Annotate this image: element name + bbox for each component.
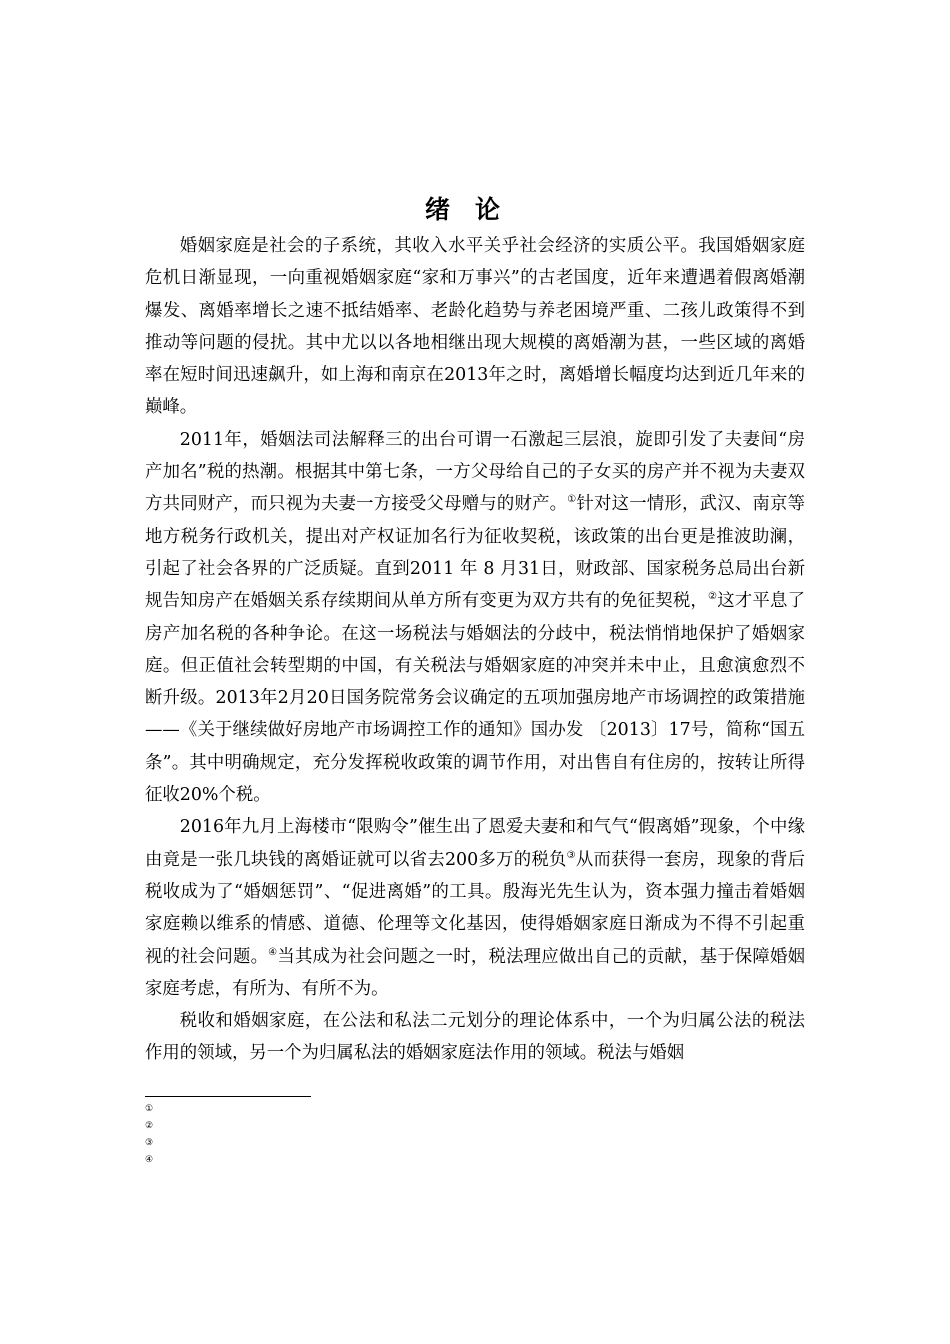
paragraph-4-text: 税收和婚姻家庭，在公法和私法二元划分的理论体系中，一个为归属公法的税法作用的领域，另一个为归属私法的婚姻家庭法作用的领域。税法与婚姻 xyxy=(145,1011,805,1064)
footnote-3: ③ xyxy=(145,1138,154,1148)
page-title: 绪论 xyxy=(424,195,525,224)
paragraph-3-text-b: 从而获得一套房，现象的背后税收成为了“婚姻惩罚”、“促进离婚”的工具。殷海光先生认为，资本强力撞击着婚姻家庭赖以维系的情感、道德、伦理等文化基因，使得婚姻家庭日渐成为不得不引起重视的社会问题。 xyxy=(145,849,805,967)
footnote-separator xyxy=(145,1096,311,1097)
paragraph-1 xyxy=(145,230,805,424)
paragraph-1-text: 婚姻家庭是社会的子系统，其收入水平关乎社会经济的实质公平。我国婚姻家庭危机日渐显现，一向重视婚姻家庭“家和万事兴”的古老国度，近年来遭遇着假离婚潮爆发、离婚率增长之速不抵结婚率、老龄化趋势与养老困境严重、二孩儿政策得不到推动等问题的侵扰。其中尤以以各地相继出现大规模的离婚潮为甚，一些区域的离婚率在短时间迅速飙升，如上海和南京在2013年之时，离婚增长幅度均达到近几年来的巅峰。 xyxy=(145,236,805,418)
footnote-4: ④ xyxy=(145,1155,154,1165)
footnote-ref-3[interactable]: ③ xyxy=(566,849,576,861)
paragraph-2 xyxy=(145,424,805,812)
paragraph-2-text-b: 针对这一情形，武汉、南京等地方税务行政机关，提出对产权证加名行为征收契税，该政策的出台更是推波助澜，引起了社会各界的广泛质疑。直到2011 年 8 月31日，财政部、国家税务总局出台新规告知房产在婚姻关系存续期间从单方所有变更为双方共有的免征契税， xyxy=(145,494,805,612)
footnote-ref-4[interactable]: ④ xyxy=(268,946,278,958)
paragraph-2-text-a: 2011年，婚姻法司法解释三的出台可谓一石激起三层浪，旋即引发了夫妻间“房产加名”税的热潮。根据其中第七条，一方父母给自己的子女买的房产并不视为夫妻双方共同财产，而只视为夫妻一方接受父母赠与的财产。 xyxy=(145,429,805,515)
footnote-ref-2[interactable]: ② xyxy=(708,591,718,603)
paragraph-4 xyxy=(145,1005,805,1070)
paragraph-3-text-c: 当其成为社会问题之一时，税法理应做出自己的贡献，基于保障婚姻家庭考虑，有所为、有所不为。 xyxy=(145,946,805,999)
footnotes xyxy=(145,1101,445,1169)
paragraph-2-text-c: 这才平息了房产加名税的各种争论。在这一场税法与婚姻法的分歧中，税法悄悄地保护了婚姻家庭。但正值社会转型期的中国，有关税法与婚姻家庭的冲突并未中止，且愈演愈烈不断升级。2013年2月20日国务院常务会议确定的五项加强房地产市场调控的政策措施——《关于继续做好房地产市场调控工作的通知》国办发 〔2013〕17号，简称“国五条”。其中明确规定，充分发挥税收政策的调节作用，对出售自有住房的，按转让所得征收20%个税。 xyxy=(145,591,805,806)
footnote-ref-1[interactable]: ① xyxy=(567,494,577,506)
footnote-1: ① xyxy=(145,1104,154,1114)
paragraph-3-text-a: 2016年九月上海楼市“限购令”催生出了恩爱夫妻和和气气“假离婚”现象，个中缘由竟是一张几块钱的离婚证就可以省去200多万的税负 xyxy=(145,817,805,870)
paragraph-3 xyxy=(145,811,805,1005)
body-text xyxy=(145,230,805,1070)
footnote-2: ② xyxy=(145,1121,154,1131)
